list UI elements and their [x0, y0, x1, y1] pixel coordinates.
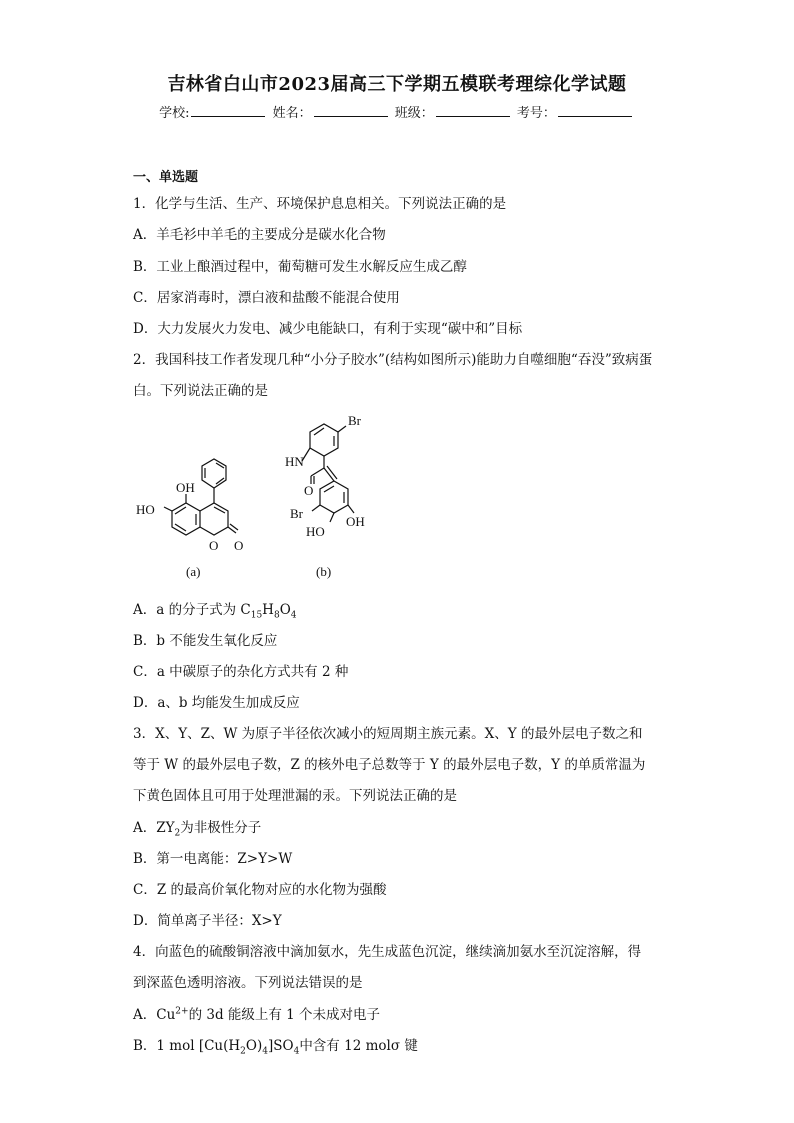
q4-a-text: A．Cu — [133, 1007, 176, 1023]
q4-a-post: 的 3d 能级上有 1 个未成对电子 — [188, 1007, 381, 1023]
q1-stem: 1．化学与生活、生产、环境保护息息相关。下列说法正确的是 — [133, 196, 507, 212]
q2-option-b: B．b 不能发生氧化反应 — [133, 633, 278, 649]
mol-b-caption: (b) — [316, 564, 332, 579]
q4-a-sup: 2+ — [175, 1006, 189, 1017]
q3-option-a — [133, 816, 261, 839]
q4-b-text: B．1 mol [Cu(H — [133, 1038, 241, 1054]
examno-blank[interactable] — [558, 104, 632, 117]
q1-option-d: D．大力发展火力发电、减少电能缺口，有利于实现“碳中和”目标 — [133, 321, 523, 337]
molecule-a-bonds — [164, 459, 238, 535]
q3-stem-line3: 下黄色固体且可用于处理泄漏的汞。下列说法正确的是 — [133, 788, 457, 804]
mol-b-br-top-label: Br — [348, 413, 361, 428]
q1-option-b: B．工业上酿酒过程中，葡萄糖可发生水解反应生成乙醇 — [133, 259, 467, 275]
mol-b-oh-label: OH — [346, 514, 365, 529]
q3-a-sub: 2 — [174, 828, 181, 839]
q2-stem-line1: 2．我国科技工作者发现几种“小分子胶水”(结构如图所示)能助力自噬细胞“吞没”致病蛋 — [133, 352, 653, 368]
mol-a-oh-label: OH — [176, 480, 195, 495]
q4-b-sub2: 4 — [262, 1046, 268, 1057]
mol-b-ho-label: HO — [306, 524, 325, 539]
q2-a-sub2: 8 — [273, 610, 280, 621]
q3-option-d: D．简单离子半径：X>Y — [133, 913, 282, 929]
name-blank[interactable] — [314, 104, 388, 117]
student-info-line — [0, 102, 794, 121]
q3-option-b: B．第一电离能：Z>Y>W — [133, 851, 293, 867]
q2-a-sub3: 4 — [290, 610, 297, 621]
q2-a-h: H — [262, 602, 274, 618]
q3-a-post: 为非极性分子 — [180, 820, 262, 836]
q4-stem-line1: 4．向蓝色的硫酸铜溶液中滴加氨水，先生成蓝色沉淀，继续滴加氨水至沉淀溶解，得 — [133, 944, 642, 960]
class-blank[interactable] — [436, 104, 510, 117]
q3-option-c: C．Z 的最高价氧化物对应的水化物为强酸 — [133, 882, 387, 898]
name-label: 姓名： — [272, 106, 312, 121]
q2-a-sub1: 15 — [250, 610, 263, 621]
q4-option-a — [133, 1003, 380, 1023]
mol-b-hn-label: HN — [285, 454, 304, 469]
examno-label: 考号： — [516, 106, 556, 121]
q4-b-sub3: 4 — [293, 1046, 300, 1057]
school-blank[interactable] — [191, 104, 265, 117]
mol-a-ring-o-label: O — [209, 538, 219, 553]
q4-stem-line2: 到深蓝色透明溶液。下列说法错误的是 — [133, 975, 363, 991]
mol-a-carbonyl-o-label: O — [234, 538, 244, 553]
q2-a-text: A．a 的分子式为 C — [133, 602, 251, 618]
section-heading: 一、单选题 — [133, 170, 199, 185]
q2-stem-line2: 白。下列说法正确的是 — [133, 383, 268, 399]
molecule-structures-figure — [130, 408, 390, 583]
school-label: 学校: — [159, 106, 190, 121]
exam-title: 吉林省白山市2023届高三下学期五模联考理综化学试题 — [167, 74, 627, 95]
q1-option-a: A．羊毛衫中羊毛的主要成分是碳水化合物 — [133, 227, 386, 243]
mol-b-carbonyl-o-label: O — [304, 483, 314, 498]
q1-option-c: C．居家消毒时，漂白液和盐酸不能混合使用 — [133, 290, 400, 306]
class-label: 班级： — [394, 106, 434, 121]
q3-stem-line1: 3．X、Y、Z、W 为原子半径依次减小的短周期主族元素。X、Y 的最外层电子数之和 — [133, 726, 643, 742]
q4-b-post: 中含有 12 molσ 键 — [299, 1038, 418, 1054]
q3-stem-line2: 等于 W 的最外层电子数，Z 的核外电子总数等于 Y 的最外层电子数，Y 的单质常温为 — [133, 757, 646, 773]
q2-a-o: O — [279, 602, 291, 618]
q3-a-text: A．ZY — [133, 820, 175, 836]
molecule-b-bonds — [302, 424, 354, 522]
mol-a-ho-label: HO — [136, 502, 155, 517]
q4-b-mid: O) — [245, 1038, 263, 1054]
q4-b-mid2: ]SO — [267, 1038, 294, 1054]
q2-option-a — [133, 598, 297, 621]
mol-b-br-bottom-label: Br — [290, 506, 303, 521]
q4-b-sub1: 2 — [240, 1046, 246, 1057]
q2-option-c: C．a 中碳原子的杂化方式共有 2 种 — [133, 664, 349, 680]
q4-option-b — [133, 1034, 418, 1057]
mol-a-caption: (a) — [186, 564, 201, 579]
q2-option-d: D．a、b 均能发生加成反应 — [133, 695, 300, 711]
